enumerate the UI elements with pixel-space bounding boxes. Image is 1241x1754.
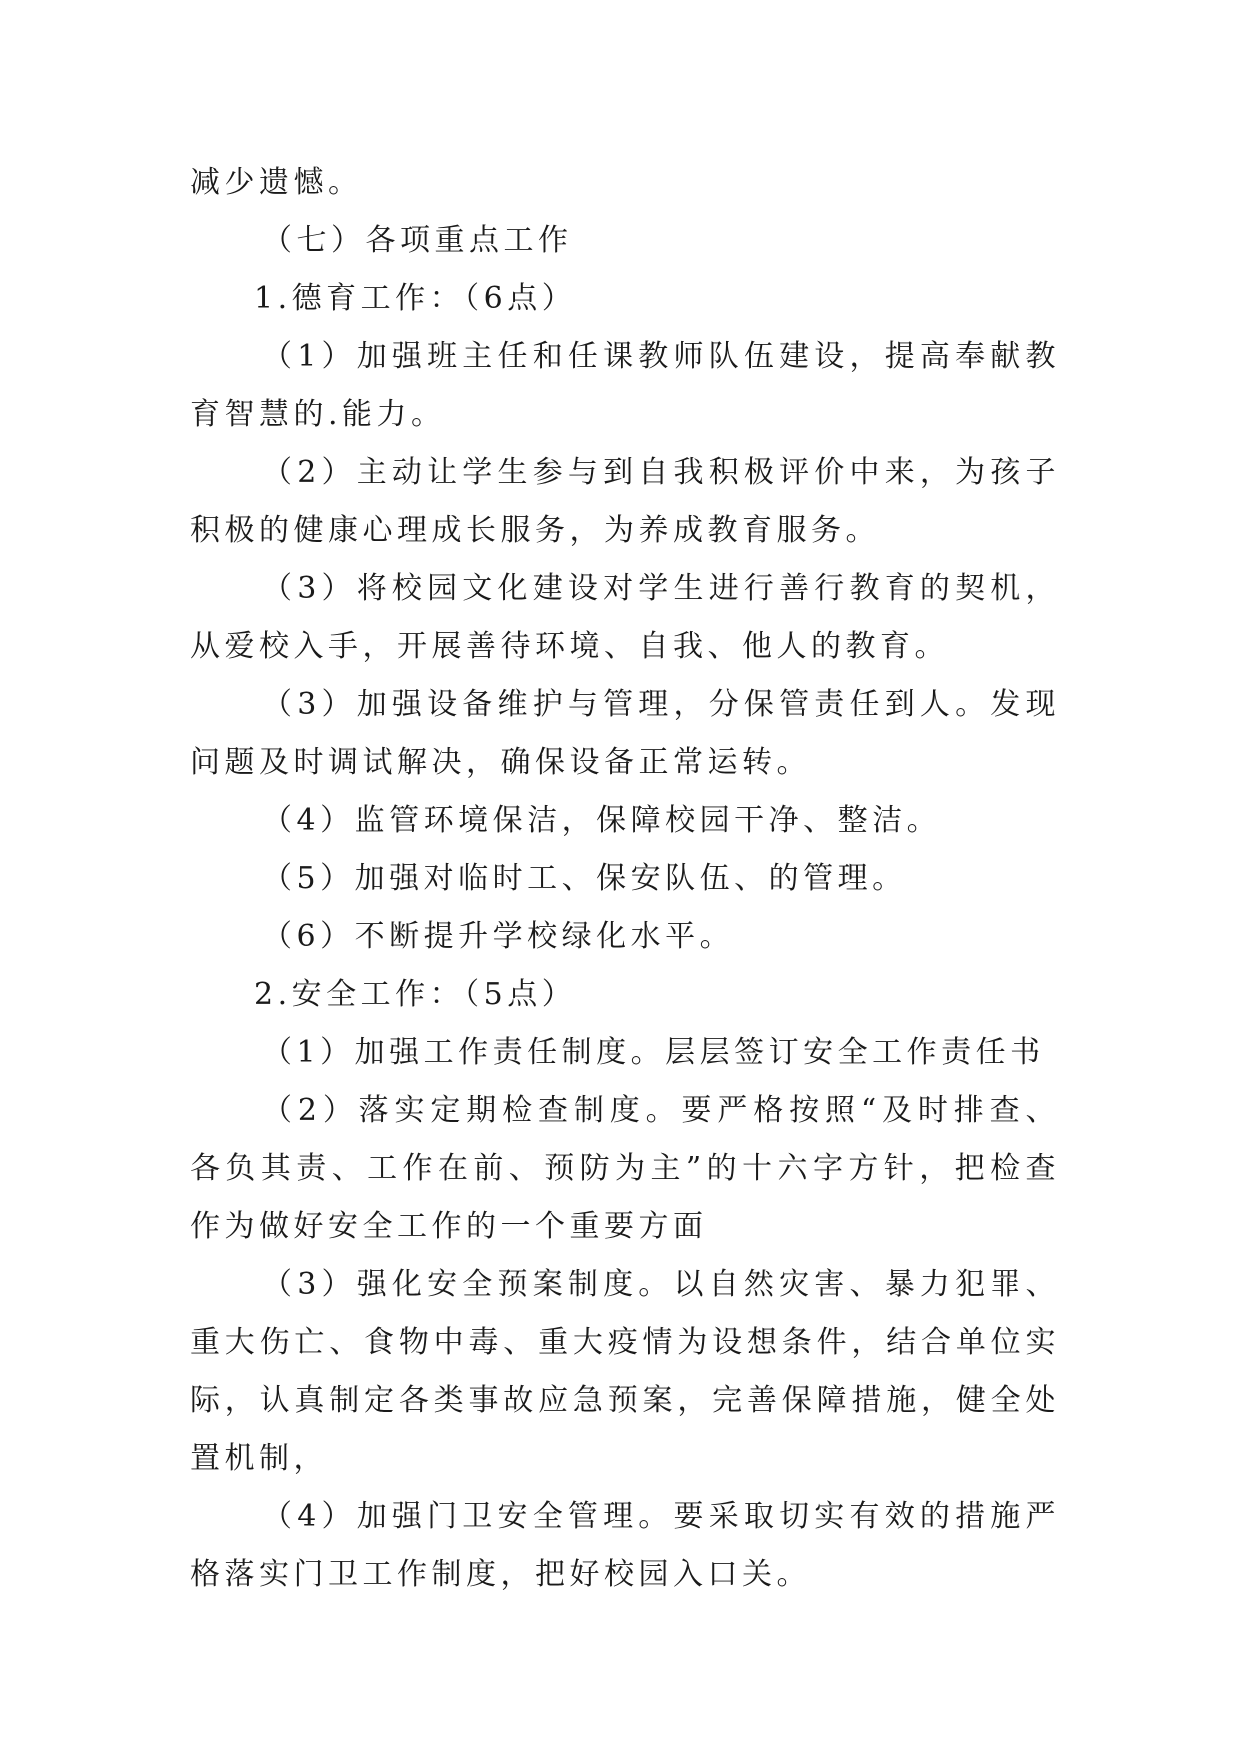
moral-item-3: （3）将校园文化建设对学生进行善行教育的契机，从爱校入手，开展善待环境、自我、他人的教育。 — [190, 571, 1060, 664]
safety-item-4: （4）加强门卫安全管理。要采取切实有效的措施严格落实门卫工作制度，把好校园入口关。 — [190, 1499, 1060, 1592]
subheading-moral-education: 1.德育工作：（6点） — [254, 281, 577, 316]
moral-item-4: （4）监管环境保洁，保障校园干净、整洁。 — [262, 803, 942, 838]
safety-item-2: （2）落实定期检查制度。要严格按照“及时排查、各负其责、工作在前、预防为主”的十六字方针，把检查作为做好安全工作的一个重要方面 — [190, 1093, 1060, 1244]
moral-item-3b: （3）加强设备维护与管理，分保管责任到人。发现问题及时调试解决，确保设备正常运转。 — [190, 687, 1060, 780]
safety-item-3: （3）强化安全预案制度。以自然灾害、暴力犯罪、重大伤亡、食物中毒、重大疫情为设想条件，结合单位实际，认真制定各类事故应急预案，完善保障措施，健全处置机制， — [190, 1267, 1060, 1476]
subheading-safety-work: 2.安全工作：（5点） — [254, 977, 577, 1012]
paragraph-conclusion: 减少遗憾。 — [190, 165, 363, 200]
moral-item-2: （2）主动让学生参与到自我积极评价中来，为孩子积极的健康心理成长服务，为养成教育服务。 — [190, 455, 1060, 548]
document-body — [190, 154, 1060, 1604]
moral-item-5: （5）加强对临时工、保安队伍、的管理。 — [262, 861, 907, 896]
section-heading-key-work: （七）各项重点工作 — [262, 223, 573, 258]
moral-item-6: （6）不断提升学校绿化水平。 — [262, 919, 735, 954]
moral-item-1: （1）加强班主任和任课教师队伍建设，提高奉献教育智慧的.能力。 — [190, 339, 1060, 432]
safety-item-1: （1）加强工作责任制度。层层签订安全工作责任书 — [262, 1035, 1045, 1070]
